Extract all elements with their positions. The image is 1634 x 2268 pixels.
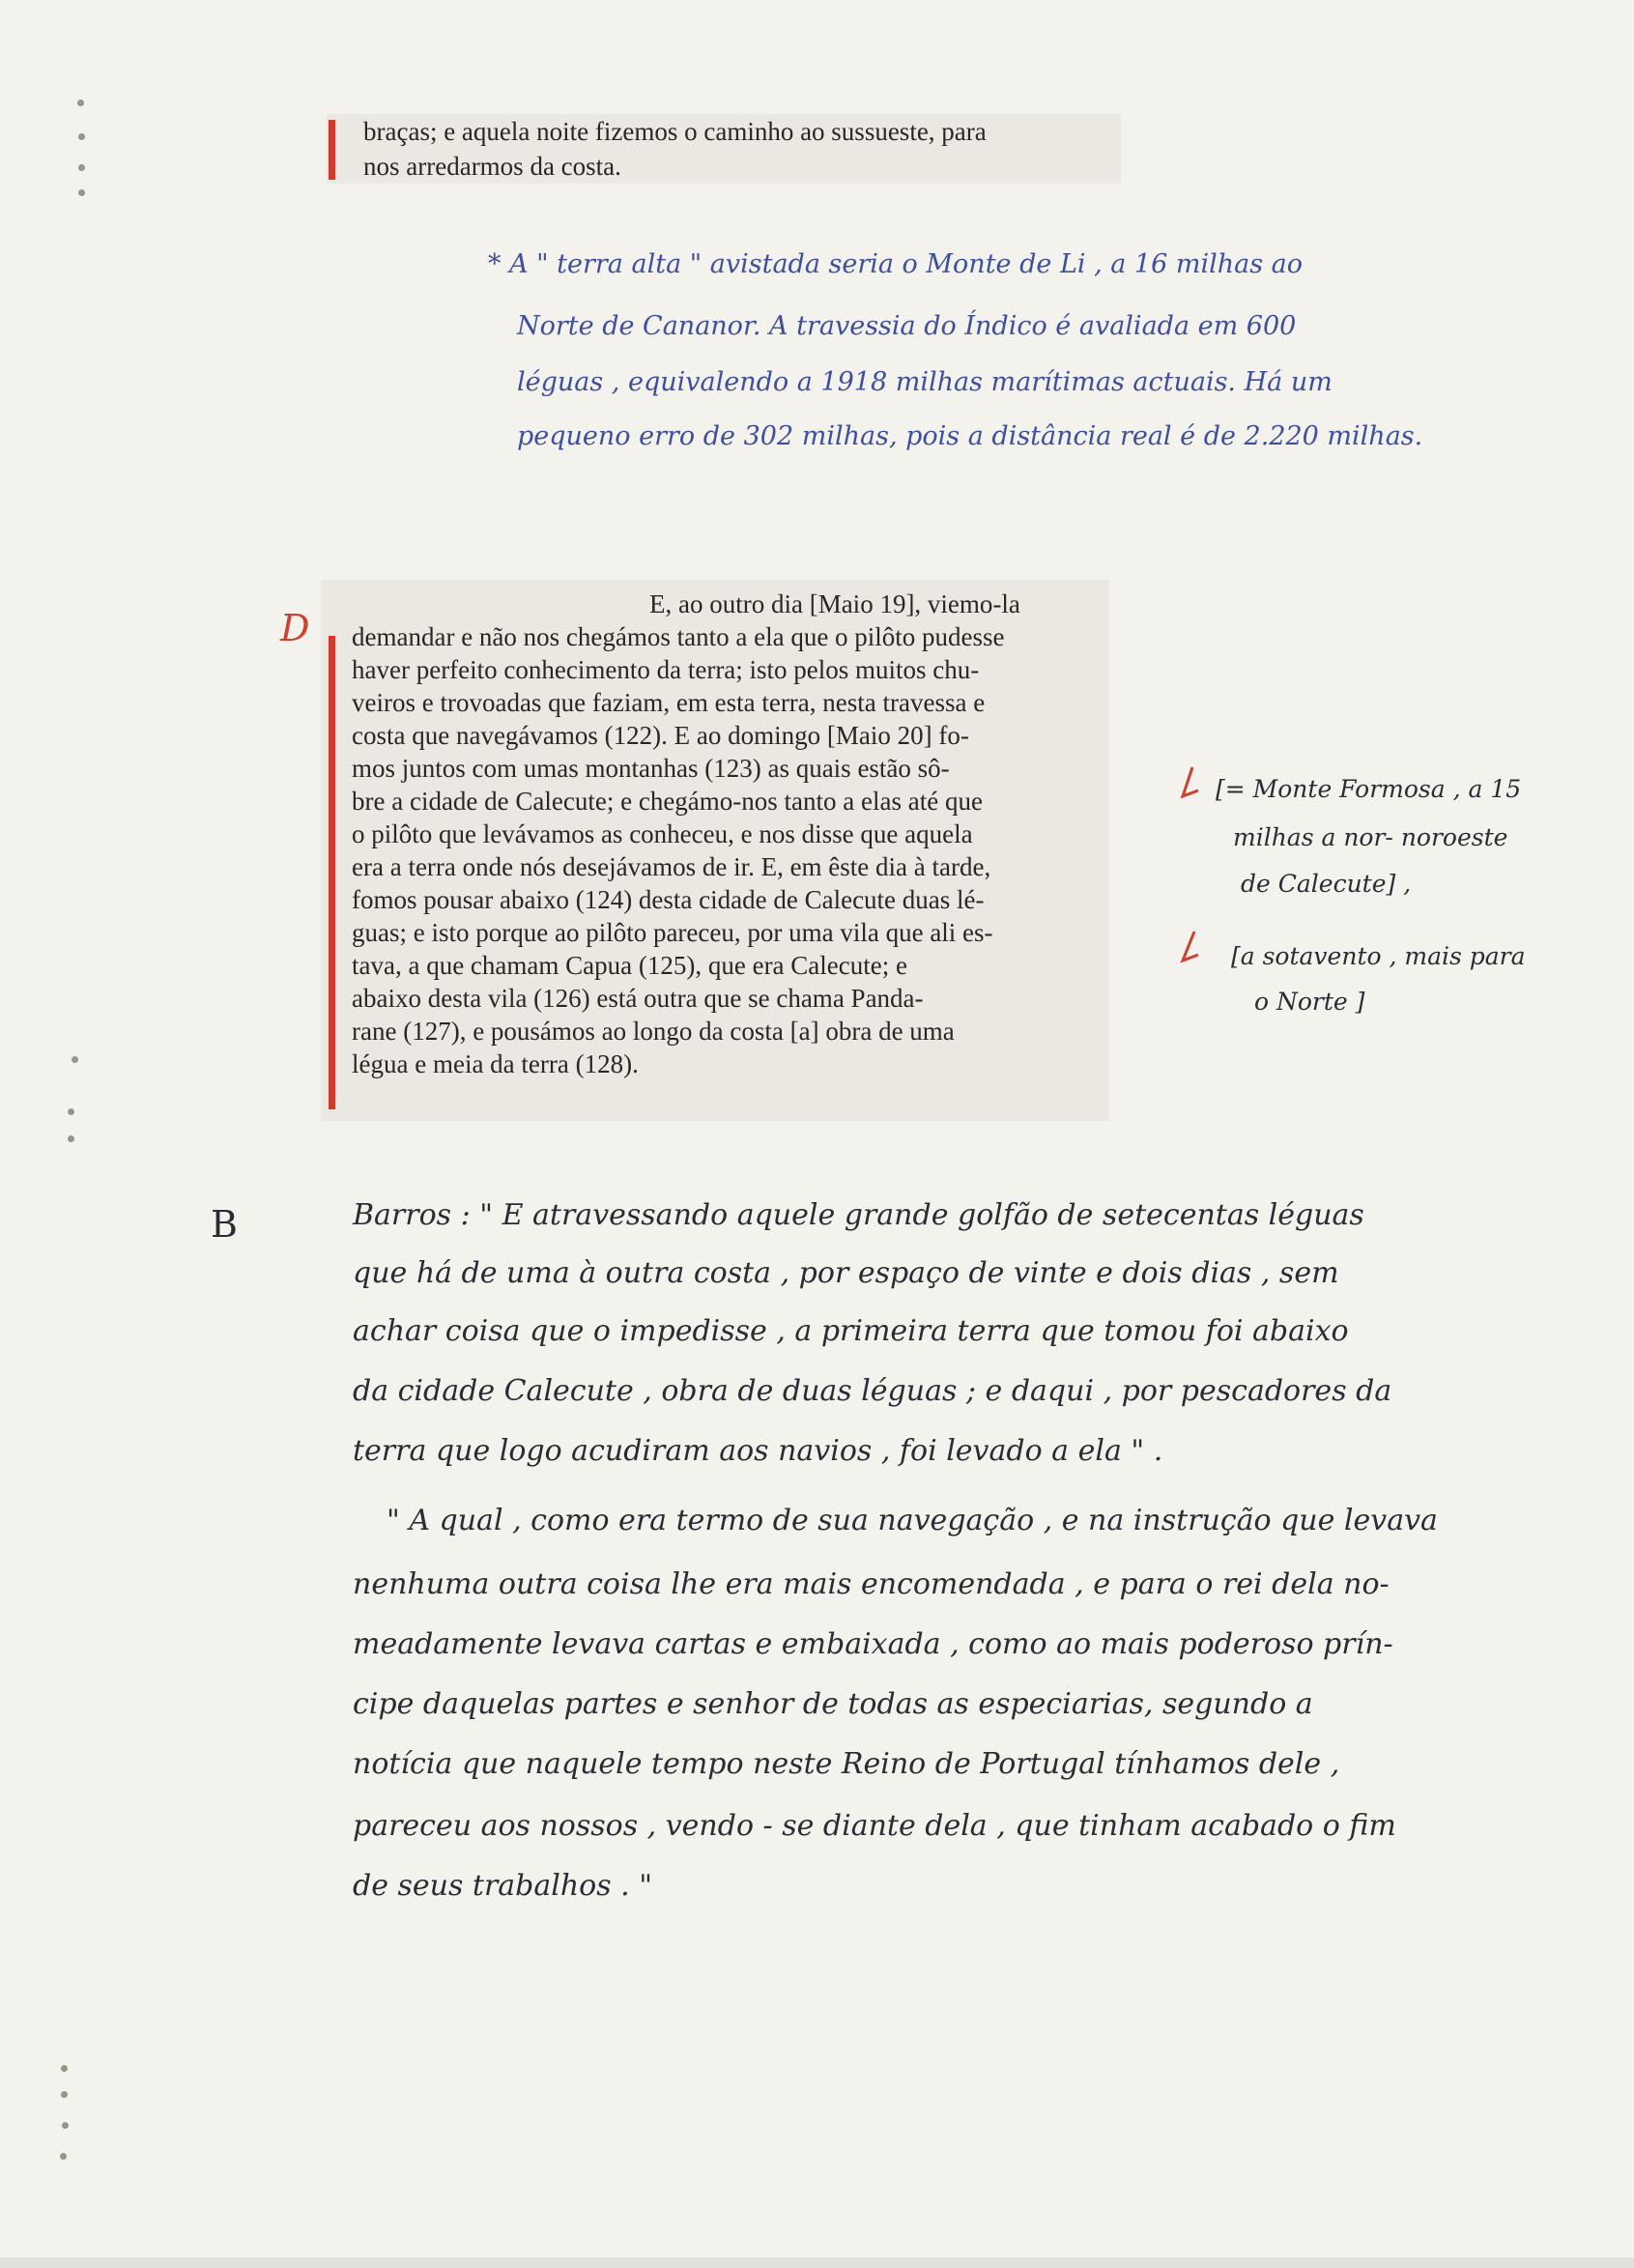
red-margin-mark — [329, 120, 335, 180]
scan-bottom-edge — [0, 2257, 1634, 2268]
quote-line: Barros : " E atravessando aquele grande golfão de setecentas léguas — [353, 1198, 1364, 1232]
punch-mark — [77, 100, 84, 106]
clipping-line: demandar e não nos chegámos tanto a ela que o pilôto pudesse — [352, 622, 1005, 651]
note-line: * A " terra alta " avistada seria o Monte de Li , a 16 milhas ao — [488, 249, 1304, 279]
quote-line: de seus trabalhos . " — [353, 1869, 653, 1903]
clipping-line: nos arredarmos da costa. — [363, 152, 621, 181]
clipping-line: braças; e aquela noite fizemos o caminho ao sussueste, para — [363, 117, 987, 146]
side-note-line: [a sotavento , mais para — [1231, 942, 1526, 970]
red-check-mark — [1177, 928, 1202, 966]
quote-line: nenhuma outra coisa lhe era mais encomendada , e para o rei dela no- — [353, 1567, 1390, 1601]
margin-letter-d: D — [280, 607, 310, 649]
printed-clipping-main — [321, 580, 1109, 1121]
quote-line: da cidade Calecute , obra de duas léguas ; e daqui , por pescadores da — [353, 1374, 1392, 1408]
printed-clipping-top — [327, 114, 1121, 184]
note-line: pequeno erro de 302 milhas, pois a distância real é de 2.220 milhas. — [517, 421, 1423, 451]
clipping-line: haver perfeito conhecimento da terra; isto pelos muitos chu- — [352, 655, 980, 684]
clipping-line: costa que navegávamos (122). E ao domingo [Maio 20] fo- — [352, 721, 969, 750]
side-note-line: milhas a nor- noroeste — [1233, 823, 1508, 851]
clipping-line: tava, a que chamam Capua (125), que era Calecute; e — [352, 951, 907, 980]
clipping-line: rane (127), e pousámos ao longo da costa [a] obra de uma — [352, 1017, 955, 1046]
quote-line: pareceu aos nossos , vendo - se diante dela , que tinham acabado o fim — [353, 1809, 1396, 1843]
clipping-line: abaixo desta vila (126) está outra que se chama Panda- — [352, 984, 924, 1013]
punch-mark — [62, 2122, 69, 2129]
quote-line: " A qual , como era termo de sua navegação , e na instrução que levava — [387, 1504, 1438, 1537]
note-line: léguas , equivalendo a 1918 milhas marítimas actuais. Há um — [517, 367, 1333, 397]
punch-mark — [68, 1108, 74, 1115]
clipping-line: guas; e isto porque ao pilôto pareceu, por uma vila que ali es- — [352, 918, 993, 947]
clipping-line: légua e meia da terra (128). — [352, 1049, 639, 1078]
punch-mark — [72, 1056, 78, 1063]
side-note-line: [= Monte Formosa , a 15 — [1216, 775, 1522, 803]
clipping-line: veiros e trovoadas que faziam, em esta terra, nesta travessa e — [352, 688, 986, 717]
clipping-line: mos juntos com umas montanhas (123) as quais estão sô- — [352, 754, 950, 783]
red-check-mark — [1177, 763, 1202, 802]
quote-line: terra que logo acudiram aos navios , foi levado a ela " . — [353, 1434, 1163, 1468]
punch-mark — [78, 189, 85, 196]
side-note-line: de Calecute] , — [1241, 870, 1412, 898]
punch-mark — [68, 1135, 74, 1142]
quote-line: achar coisa que o impedisse , a primeira terra que tomou foi abaixo — [353, 1314, 1349, 1348]
quote-line: notícia que naquele tempo neste Reino de Portugal tínhamos dele , — [353, 1747, 1340, 1781]
note-line: Norte de Cananor. A travessia do Índico é avaliada em 600 — [517, 311, 1297, 341]
clipping-line: bre a cidade de Calecute; e chegámo-nos tanto a elas até que — [352, 787, 983, 816]
punch-mark — [61, 2065, 68, 2072]
punch-mark — [78, 133, 85, 140]
red-margin-mark — [329, 636, 335, 1109]
margin-letter-b: B — [211, 1203, 238, 1246]
clipping-line: o pilôto que levávamos as conheceu, e nos disse que aquela — [352, 819, 973, 848]
quote-line: cipe daquelas partes e senhor de todas as especiarias, segundo a — [353, 1687, 1313, 1721]
side-note-line: o Norte ] — [1254, 988, 1365, 1016]
clipping-line: era a terra onde nós desejávamos de ir. E, em êste dia à tarde, — [352, 852, 991, 881]
clipping-line: fomos pousar abaixo (124) desta cidade de Calecute duas lé- — [352, 885, 985, 914]
punch-mark — [61, 2091, 68, 2098]
quote-line: meadamente levava cartas e embaixada , como ao mais poderoso prín- — [353, 1627, 1393, 1661]
clipping-line: E, ao outro dia [Maio 19], viemo-la — [649, 589, 1020, 618]
punch-mark — [78, 164, 85, 171]
punch-mark — [60, 2153, 67, 2160]
quote-line: que há de uma à outra costa , por espaço de vinte e dois dias , sem — [353, 1256, 1339, 1290]
